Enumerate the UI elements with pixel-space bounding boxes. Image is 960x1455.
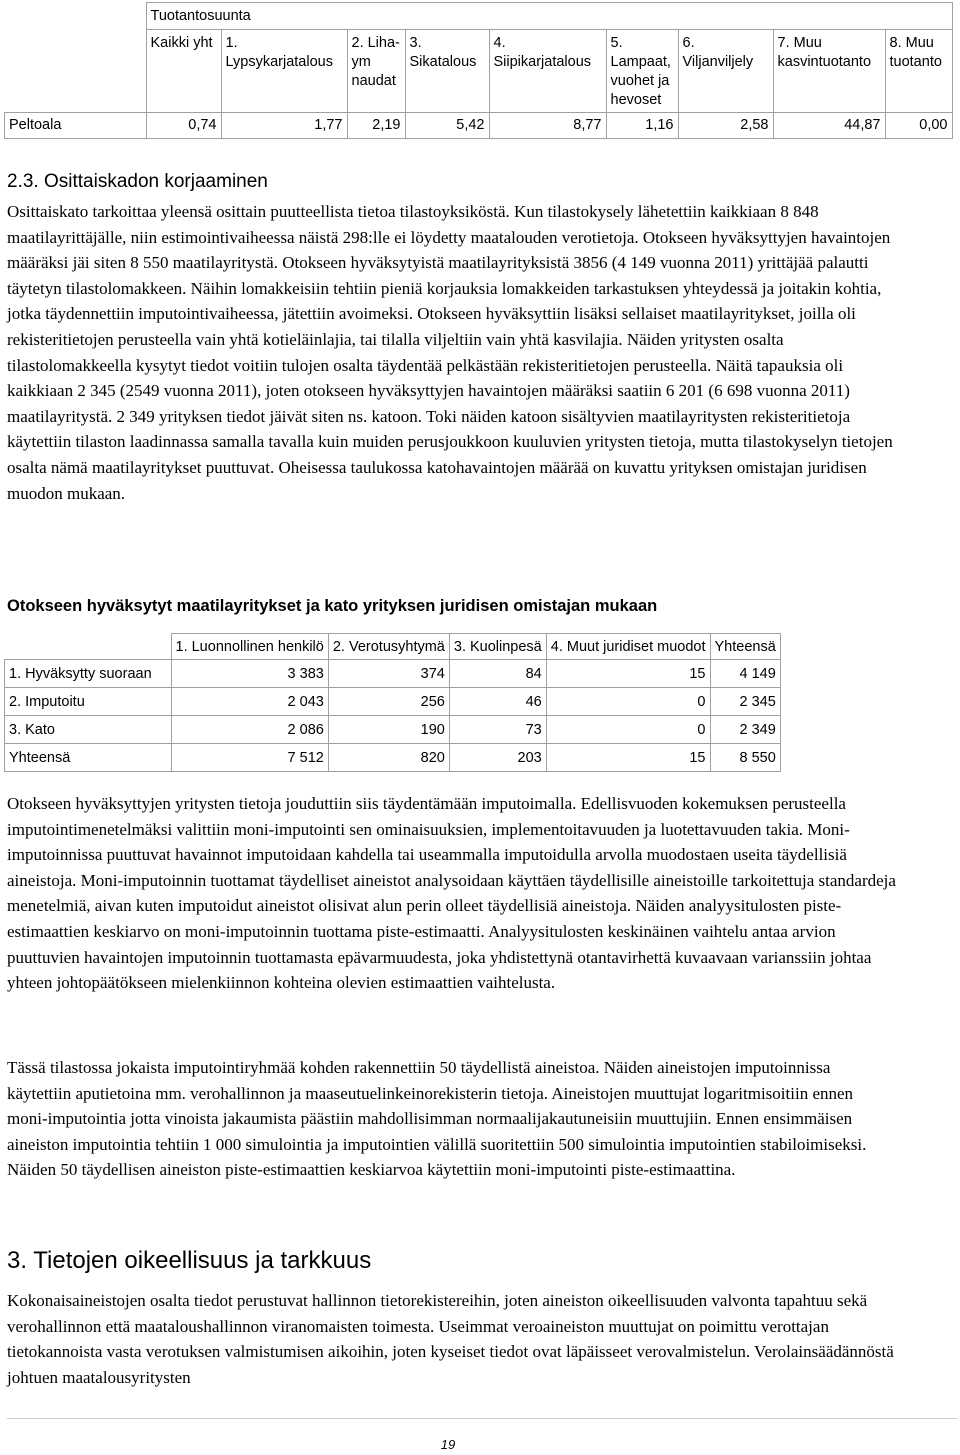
table-row — [5, 744, 781, 772]
table-row — [5, 660, 781, 688]
row-label: 3. Kato — [5, 716, 172, 744]
column-header: 3. Sikatalous — [405, 30, 489, 113]
column-header: 1. Lypsykarjatalous — [221, 30, 347, 113]
blank-cell — [5, 634, 172, 660]
production-table — [4, 2, 953, 139]
column-header: 2. Liha- ym naudat — [347, 30, 405, 113]
table-cell: 15 — [546, 660, 710, 688]
table-cell: 2,19 — [347, 113, 405, 139]
main-heading: 3. Tietojen oikeellisuus ja tarkkuus — [7, 1247, 372, 1274]
table-cell: 203 — [449, 744, 546, 772]
table-cell: 0,00 — [885, 113, 952, 139]
column-header: Kaikki yht — [146, 30, 221, 113]
paragraph: Otokseen hyväksyttyjen yritysten tietoja jouduttiin siis täydentämään imputoimalla. Edellisvuoden kokemuksen perusteella imputointimenetelmäksi valittiin moni-imputointi sen ominaisuuksien, implementoitavuuden ja luotettavuuden takia. Moni-imputoinnissa puuttuvat havainnot imputoidaan kahdella tai useammalla imputoidulla arvolla muodostaen useita täydellisiä aineistoja. Moni-imputoinnin tuottamat täydelliset aineistot analysoidaan käyttäen täydellisille aineistoille tarkoitettuja standardeja menetelmiä, aivan kuten imputoidut aineistot olisivat alun perin olleet täydellisiä aineistoja. Näiden analyysitulosten piste-estimaattien keskiarvo on moni-imputoinnin tuottama piste-estimaatti. Analyysitulosten keskinäinen vaihtelu antaa arvion puuttuvien havaintojen imputoinnin tuottamasta epävarmuudesta, joka yhdistettynä otantavirhettä kuvaavaan varianssiin johtaa yhteen johtopäätökseen mielenkiinnon kohteina olevien estimaattien vaihtelusta. — [7, 794, 896, 993]
footer-divider — [7, 1418, 957, 1419]
table-row — [5, 688, 781, 716]
page-number: 19 — [440, 1437, 456, 1452]
table-cell: 820 — [328, 744, 449, 772]
column-header: 2. Verotusyhtymä — [328, 634, 449, 660]
table-cell: 8,77 — [489, 113, 606, 139]
kato-header-row — [5, 634, 781, 660]
row-label: Yhteensä — [5, 744, 172, 772]
table-row — [5, 113, 953, 139]
column-header: 4. Muut juridiset muodot — [546, 634, 710, 660]
direction-label: Tuotantosuunta — [146, 3, 952, 30]
table-cell: 15 — [546, 744, 710, 772]
table-cell: 3 383 — [171, 660, 328, 688]
paragraph: Tässä tilastossa jokaista imputointiryhmää kohden rakennettiin 50 täydellistä aineistoa. Näiden aineistojen imputoinnissa käytettiin aputietoina mm. verohallinnon ja maaseutuelinkeinorekisterin tietoja. Aineistojen muuttujat logaritmisoitiin ennen moni-imputointia jotta vinoista jakaumista päästiin mahdollisimman normaalijakautuneisiin muuttujiin. Ennen ensimmäisen aineiston imputointia tehtiin 1 000 simulointia ja imputointien välillä suoritettiin 500 simulointia imputointien stabiloimiseksi. Näiden 50 täydellisen aineiston piste-estimaattien keskiarvoa käytettiin moni-imputointi piste-estimaattina. — [7, 1058, 867, 1180]
paragraph: Kokonaisaineistojen osalta tiedot perustuvat hallinnon tietorekistereihin, joten aineiston oikeellisuuden valvonta tapahtuu sekä verohallinnon että maataloushallinnon viranomaisten toimesta. Useimmat veroaineiston muuttujat on poimittu verottajan tietokannoista vasta verotuksen valmistumisen aikoihin, joten kyseiset tiedot ovat läpäisseet verovalmistelun. Verolainsäädännöstä johtuen maatalousyritysten — [7, 1291, 894, 1387]
table-cell: 84 — [449, 660, 546, 688]
table-cell: 2,58 — [678, 113, 773, 139]
table-cell: 5,42 — [405, 113, 489, 139]
table-cell: 1,77 — [221, 113, 347, 139]
table-cell: 2 349 — [710, 716, 780, 744]
blank-cell — [5, 3, 147, 30]
kato-table — [4, 633, 781, 772]
table-cell: 73 — [449, 716, 546, 744]
column-header: Yhteensä — [710, 634, 780, 660]
table-cell: 2 043 — [171, 688, 328, 716]
table-row — [5, 716, 781, 744]
column-header: 4. Siipikarjatalous — [489, 30, 606, 113]
table-cell: 0,74 — [146, 113, 221, 139]
paragraph: Osittaiskato tarkoittaa yleensä osittain puutteellista tietoa tilastoyksiköstä. Kun tilastokysely lähetettiin kaikkiaan 8 848 maatilayrittäjälle, niin estimointivaiheessa näistä 298:lle ei löydetty maatalouden verotietoja. Otokseen hyväksyttyjen havaintojen määräksi jäi siten 8 550 maatilayritystä. Otokseen hyväksytyistä maatilayrityksistä 3856 (4 149 vuonna 2011) yrittäjää palautti täytetyn tilastolomakkeen. Näihin lomakkeisiin tehtiin pieniä korjauksia lomakkeiden tarkastuksen yhteydessä ja joitakin kohtia, jotka täydennettiin imputointivaiheessa, jätettiin avoimeksi. Otokseen hyväksyttiin lisäksi sellaiset maatilayritykset, joilla oli rekisteritietojen perusteella vain yhtä kotieläinlajia, tai tilalla viljeltiin vain yhtä kasvilajia. Näiden yritysten osalta tilastolomakkeella kysytyt tiedot voitiin tulojen osalta täydentää pelkästään rekisteritietojen perusteella. Näitä tapauksia oli kaikkiaan 2 345 (2549 vuonna 2011), joten otokseen hyväksyttyjen havaintojen määräksi saatiin 6 201 (6 698 vuonna 2011) maatilayritystä. 2 349 yrityksen tiedot jäivät siten ns. katoon. Toki näiden katoon sisältyvien maatilayritysten rekisteritietoja käytettiin tilaston laadinnassa samalla tavalla kuin muiden perusjoukkoon kuuluvien yritysten tietoja, mutta tilastokyselyn tietojen osalta nämä maatilayritykset puuttuvat. Oheisessa taulukossa katohavaintojen määrää on kuvattu yrityksen omistajan juridisen muodon mukaan. — [7, 202, 893, 503]
table-cell: 374 — [328, 660, 449, 688]
column-header: 7. Muu kasvintuotanto — [773, 30, 885, 113]
table-cell: 7 512 — [171, 744, 328, 772]
table-cell: 46 — [449, 688, 546, 716]
section-heading: 2.3. Osittaiskadon korjaaminen — [7, 171, 268, 192]
column-header: 6. Viljanviljely — [678, 30, 773, 113]
table-cell: 190 — [328, 716, 449, 744]
table-cell: 0 — [546, 688, 710, 716]
row-label: Peltoala — [5, 113, 147, 139]
table-cell: 0 — [546, 716, 710, 744]
blank-cell — [5, 30, 147, 113]
row-label: 2. Imputoitu — [5, 688, 172, 716]
table-cell: 1,16 — [606, 113, 678, 139]
table-cell: 4 149 — [710, 660, 780, 688]
column-header: 8. Muu tuotanto — [885, 30, 952, 113]
table-cell: 44,87 — [773, 113, 885, 139]
column-header: 5. Lampaat, vuohet ja hevoset — [606, 30, 678, 113]
table-cell: 2 345 — [710, 688, 780, 716]
row-label: 1. Hyväksytty suoraan — [5, 660, 172, 688]
table-cell: 8 550 — [710, 744, 780, 772]
column-header: 3. Kuolinpesä — [449, 634, 546, 660]
table-cell: 2 086 — [171, 716, 328, 744]
column-header: 1. Luonnollinen henkilö — [171, 634, 328, 660]
production-header-row — [5, 30, 953, 113]
table-cell: 256 — [328, 688, 449, 716]
table-title: Otokseen hyväksytyt maatilayritykset ja kato yrityksen juridisen omistajan mukaan — [7, 597, 658, 615]
